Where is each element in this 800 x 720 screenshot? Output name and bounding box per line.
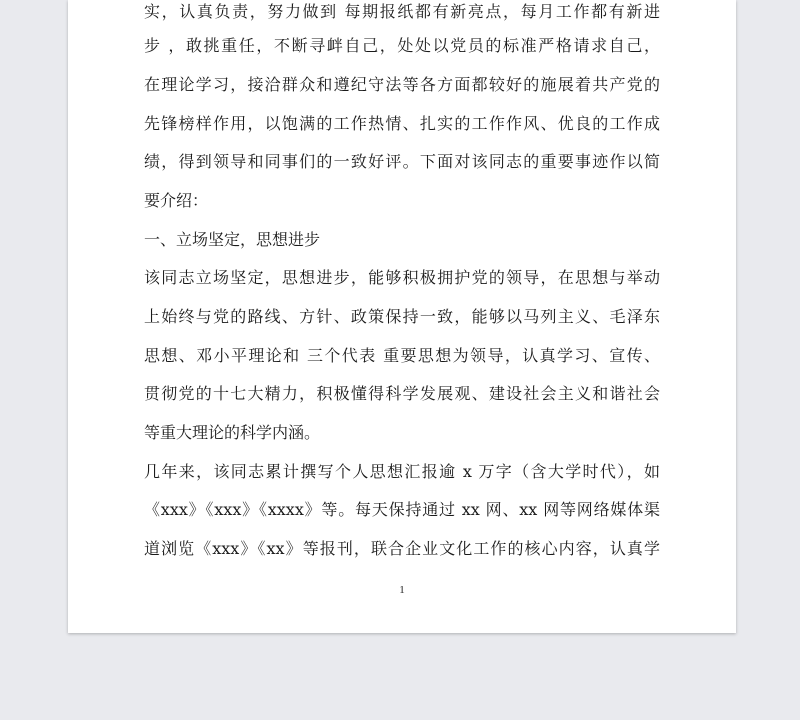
text-line: 要介绍： xyxy=(144,191,209,210)
text-line: 贯彻党的十七大精力，积极懂得科学发展观、建设社会主义和谐社会 xyxy=(144,384,660,403)
document-page xyxy=(68,0,736,633)
page-number: 1 xyxy=(399,584,405,596)
text-line: 思想、邓小平理论和 三个代表 重要思想为领导，认真学习、宣传、 xyxy=(144,346,660,365)
text-line: 步 ，敢挑重任，不断寻衅自己，处处以党员的标准严格请求自己， xyxy=(144,36,660,55)
section-heading: 一、立场坚定，思想进步 xyxy=(144,230,321,249)
text-line: 该同志立场坚定，思想进步，能够积极拥护党的领导，在思想与举动 xyxy=(144,268,660,287)
text-line: 实，认真负责，努力做到 每期报纸都有新亮点，每月工作都有新进 xyxy=(144,2,660,21)
text-line: 在理论学习，接洽群众和遵纪守法等各方面都较好的施展着共产党的 xyxy=(144,75,660,94)
text-line: 《xxx》《xxx》《xxxx》等。每天保持通过 xx 网、xx 网等网络媒体渠 xyxy=(144,500,660,519)
text-line: 上始终与党的路线、方针、政策保持一致，能够以马列主义、毛泽东 xyxy=(144,307,660,326)
text-line: 几年来，该同志累计撰写个人思想汇报逾 x 万字（含大学时代），如 xyxy=(144,462,660,481)
text-line: 先锋榜样作用，以饱满的工作热情、扎实的工作作风、优良的工作成 xyxy=(144,114,660,133)
text-line: 道浏览《xxx》《xx》等报刊，联合企业文化工作的核心内容，认真学 xyxy=(144,539,660,558)
text-line: 绩，得到领导和同事们的一致好评。下面对该同志的重要事迹作以简 xyxy=(144,152,660,171)
text-line: 等重大理论的科学内涵。 xyxy=(144,423,321,442)
